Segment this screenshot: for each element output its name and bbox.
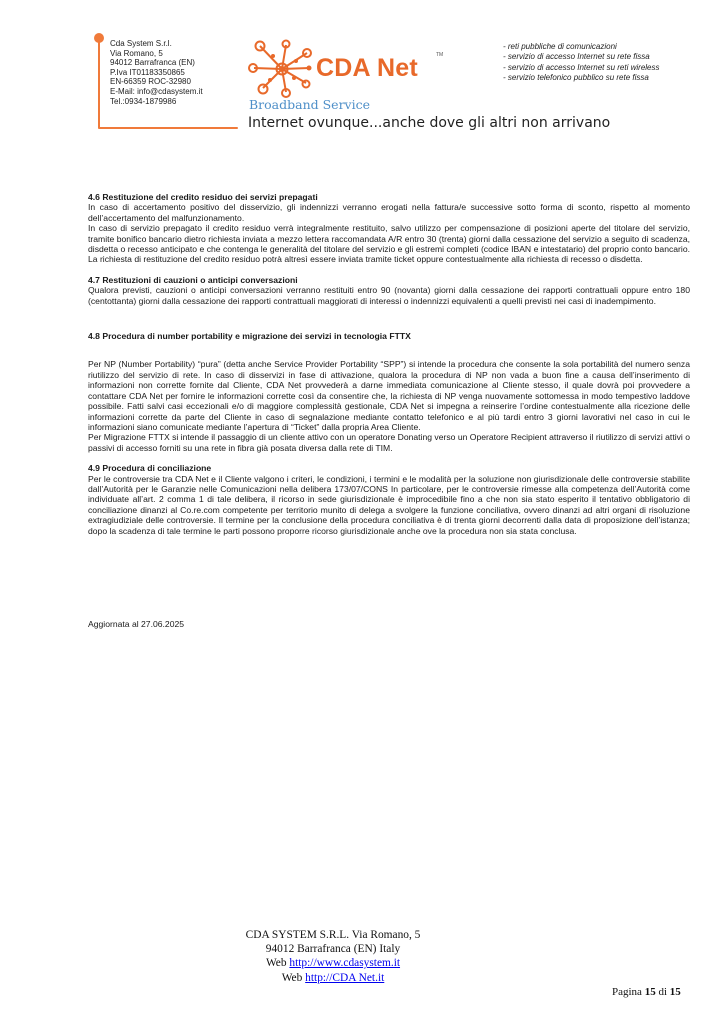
- broadband-subtitle: Broadband Service: [249, 97, 371, 112]
- footer-web-label: Web: [281, 971, 303, 984]
- page-number: [612, 986, 681, 998]
- company-name: Cda System S.r.l.: [110, 39, 172, 48]
- page-of: di: [658, 986, 668, 998]
- section-title-4-9: 4.9 Procedura di conciliazione: [88, 463, 212, 474]
- section-title-4-6: 4.6 Restituzione del credito residuo dei servizi prepagati: [88, 192, 318, 202]
- last-updated-date: Aggiornata al 27.06.2025: [88, 619, 185, 629]
- logo-trademark: TM: [436, 52, 444, 58]
- header-accent-line-vertical: [98, 38, 100, 128]
- footer-link-cdasystem[interactable]: http://www.cdasystem.it: [289, 957, 401, 970]
- footer-web-line-2: [218, 971, 448, 985]
- footer-web-label: Web: [265, 957, 287, 970]
- footer-company-line: CDA SYSTEM S.R.L. Via Romano, 5: [245, 929, 421, 941]
- section-title-4-7: 4.7 Restituzioni di cauzioni o anticipi conversazioni: [88, 274, 298, 285]
- footer-web-line-1: [218, 956, 448, 970]
- section-title-4-8: 4.8 Procedura di number portability e migrazione dei servizi in tecnologia FTTX: [88, 331, 411, 342]
- company-city: 94012 Barrafranca (EN): [110, 58, 195, 68]
- service-item: - reti pubbliche di comunicazioni: [503, 42, 617, 51]
- document-body: [88, 192, 690, 536]
- footer: [218, 928, 448, 985]
- section-4-8-paragraph-1: Per NP (Number Portability) “pura” (detta anche Service Provider Portability “SPP”) si intende la procedura che consente la sola portabilità del numero senza riutilizzo del servizio di rete. In caso di disservizi in fase di attivazione, qualora la procedura di NP non vada a buon fine a causa dell’inserimento di informazioni non corrette fornite dal Cliente, CDA Net provvederà a darne immediata comunicazione al Cliente stesso, il quale dovrà poi provvedere a contattare CDA Net per fornire le informazioni corrette così da consentire che, la richiesta di NP venga nuovamente sottomessa in modo tempestivo laddove possibile. Fatti salvi casi eccezionali e/o di maggiore complessità gestionale, CDA Net si impegna a reinserire l’ordine contestualmente alla ricezione delle informazioni corrette da parte del Cliente in caso di segnalazione mediante contatto telefonico e al più tardi entro 3 giorni lavorativi nel caso in cui le informazioni siano comunicate mediante l’apertura di “Ticket” dalla propria Area Cliente.: [88, 359, 690, 432]
- section-4-9-paragraph-1: Per le controversie tra CDA Net e il Cliente valgono i criteri, le condizioni, i termini e le modalità per la soluzione non giurisdizionale delle controversie stabilite dall’Autorità per le Garanzie nelle Comunicazioni nella delibera 173/07/CONS In particolare, per le controversie rimesse alla competenza dell’Autorità come individuate all’art. 2 comma 1 di tale delibera, il ricorso in sede giurisdizionale è improcedibile fino a che non sia stato esperito il tentativo obbligatorio di conciliazione dinanzi al Co.re.com competente per territorio munito di delega a svolgere la funzione conciliativa, ovvero dinanzi ad altri organi di risoluzione extragiudiziale delle controversie. Il termine per la conclusione della procedura conciliativa è di trenta giorni decorrenti dalla data di proposizione dell’istanza; dopo la scadenza di tale termine le parti possono proporre ricorso giurisdizionale anche ove la procedura non sia stata conclusa.: [88, 473, 690, 536]
- logo-wordmark: CDA Net: [316, 54, 418, 82]
- service-item: - servizio di accesso Internet su rete fissa: [503, 52, 650, 62]
- tagline: Internet ovunque...anche dove gli altri non arrivano: [248, 115, 611, 131]
- services-list: [503, 42, 660, 83]
- service-item: - servizio di accesso Internet su reti wireless: [503, 62, 660, 72]
- footer-link-cdanet[interactable]: http://CDA Net.it: [305, 971, 385, 984]
- service-item: - servizio telefonico pubblico su rete fissa: [503, 72, 649, 82]
- section-4-7-paragraph-1: Qualora previsti, cauzioni o anticipi conversazioni verranno restituiti entro 90 (novanta) giorni dalla cessazione dei rapporti contrattuali oppure entro 180 (centottanta) giorni dalla cessazione dei rapporti contrattuali maggiorati di interessi o indennizzi equivalenti a quelli previsti nei casi di inadempimento.: [88, 285, 690, 306]
- page-label: Pagina: [612, 986, 642, 998]
- company-vat: P.Iva IT01183350865: [110, 67, 185, 77]
- network-logo-icon: [246, 36, 316, 100]
- company-street: Via Romano, 5: [110, 48, 163, 58]
- header-accent-line-horizontal: [98, 127, 238, 129]
- company-email: E-Mail: info@cdasystem.it: [110, 86, 203, 96]
- company-phone: Tel.:0934-1879986: [110, 96, 177, 106]
- company-roc: EN-66359 ROC-32980: [110, 77, 191, 87]
- footer-city-line: 94012 Barrafranca (EN) Italy: [265, 943, 401, 956]
- page-current: 15: [644, 986, 656, 998]
- page-total: 15: [669, 986, 681, 998]
- section-4-8-paragraph-2: Per Migrazione FTTX si intende il passaggio di un cliente attivo con un operatore Donating verso un Operatore Recipient attraverso il riutilizzo di servizi attivi o passivi di accesso forniti su una rete in fibra già posata diversa dalla rete di TIM.: [88, 432, 690, 453]
- company-address-block: [110, 39, 203, 106]
- section-4-6-paragraph-2: In caso di servizio prepagato il credito residuo verrà integralmente restituito, salvo utilizzo per compensazione di posizioni aperte del titolare del servizio, tramite bonifico bancario dietro richiesta inviata a mezzo lettera raccomandata A/R entro 30 (trenta) giorni dalla cessazione del servizio a seguito di scadenza, disdetta o recesso anticipato e che contenga le generalità del titolare del servizio e gli estremi completi (codice IBAN e intestatario) del proprio conto bancario. La richiesta di restituzione del credito residuo potrà altresì essere inviata tramite ticket oppure contestualmente alla richiesta di recesso o disdetta.: [88, 223, 690, 265]
- section-4-6-paragraph-1: In caso di accertamento positivo del disservizio, gli indennizzi verranno erogati nella fattura/e successive sotto forma di sconto, rispetto al momento dell’accertamento del malfunzionamento.: [88, 202, 690, 223]
